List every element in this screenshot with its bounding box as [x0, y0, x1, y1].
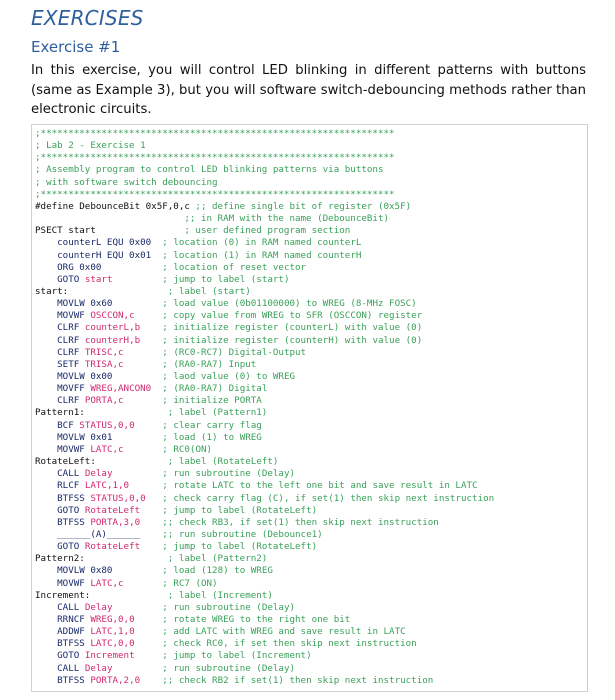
- code-comment: ; jump to label (RotateLeft): [140, 541, 318, 553]
- code-label: Pattern1:: [35, 407, 85, 419]
- code-label: [35, 237, 57, 248]
- code-line: ;****************************************************************: [35, 128, 395, 139]
- code-line: [35, 614, 350, 626]
- code-line: [35, 286, 251, 298]
- code-comment: ; add LATC with WREG and save result in LATC: [134, 626, 406, 638]
- code-instruction: GOTO: [57, 273, 85, 285]
- code-line: [35, 638, 417, 650]
- code-label: [35, 517, 57, 528]
- code-comment: ;; run subroutine (Debounce1): [140, 528, 323, 540]
- code-operands: PORTA,3,0: [90, 516, 141, 528]
- code-operands: PORTA,c: [84, 395, 124, 407]
- code-label: [35, 663, 57, 674]
- code-comment: ; run subroutine (Delay): [112, 662, 296, 674]
- code-line: [35, 395, 262, 407]
- code-comment: ; load (1) to WREG: [112, 431, 262, 443]
- code-line: [35, 553, 267, 565]
- code-label: [35, 638, 57, 649]
- code-label: [35, 626, 57, 637]
- code-label: RotateLeft:: [35, 456, 96, 468]
- code-instruction: ORG 0x00: [57, 261, 102, 273]
- code-comment: ; run subroutine (Delay): [112, 468, 296, 480]
- code-instruction: BTFSS: [57, 638, 91, 650]
- code-line: [35, 310, 422, 322]
- code-line: ; Lab 2 - Exercise 1: [35, 140, 146, 152]
- code-comment: ; initialize PORTA: [123, 395, 262, 407]
- code-comment: ;; define single bit of register (0x5F): [189, 200, 412, 212]
- code-instruction: GOTO: [57, 650, 85, 662]
- code-comment: ; (RA0-RA7) Input: [123, 358, 257, 370]
- code-instruction: CALL: [57, 662, 85, 674]
- code-operands: counterL,b: [84, 322, 141, 334]
- code-operands: counterH,b: [84, 334, 141, 346]
- code-label: [35, 322, 57, 333]
- code-line: [35, 663, 295, 675]
- code-instruction: CLRF: [57, 334, 85, 346]
- code-operands: LATC,1,0: [90, 626, 135, 638]
- code-comment: ; label (Pattern2): [84, 553, 268, 565]
- code-operands: LATC,c: [90, 443, 124, 455]
- code-comment: ; label (Increment): [90, 589, 273, 601]
- code-line: ; Assembly program to control LED blinking patterns via buttons: [35, 164, 384, 176]
- code-instruction: MOVLW 0x00: [57, 371, 113, 382]
- code-line: [35, 274, 290, 286]
- code-line: ;****************************************************************: [35, 152, 395, 164]
- code-comment: ; (RA0-RA7) Digital: [151, 383, 268, 395]
- code-instruction: MOVFF: [57, 383, 91, 395]
- code-instruction: ADDWF: [57, 626, 91, 638]
- code-operands: STATUS,0,0: [90, 492, 146, 504]
- code-comment: ; label (start): [68, 285, 251, 297]
- code-line: [35, 250, 361, 262]
- code-operands: Delay: [84, 468, 113, 480]
- code-label: [35, 541, 57, 552]
- code-comment: ;; in RAM with the name (DebounceBit): [184, 213, 390, 225]
- code-comment: ; clear carry flag: [134, 419, 262, 431]
- code-operands: TRISC,c: [84, 346, 124, 358]
- code-label: [35, 529, 57, 540]
- code-operands: LATC,c: [90, 577, 124, 589]
- code-comment: ; RC0(ON): [123, 443, 213, 455]
- code-instruction: MOVWF: [57, 577, 91, 589]
- code-listing: [31, 124, 588, 692]
- code-comment: ; load value (0b01100000) to WREG (8-MHz FOSC): [112, 298, 417, 310]
- code-comment: ; RC7 (ON): [123, 577, 218, 589]
- code-line: [35, 371, 295, 383]
- code-label: [35, 347, 57, 358]
- code-operands: LATC,0,0: [90, 638, 135, 650]
- code-comment: ; check RC0, if set then skip next instruction: [134, 638, 417, 650]
- code-line: [35, 590, 273, 602]
- code-label: [35, 444, 57, 455]
- code-label: [35, 274, 57, 285]
- code-operands: STATUS,0,0: [79, 419, 135, 431]
- code-label: [35, 395, 57, 406]
- code-label: [35, 614, 57, 625]
- code-label: [35, 578, 57, 589]
- code-line: [35, 493, 494, 505]
- code-comment: ; rotate LATC to the left one bit and save result in LATC: [129, 480, 478, 492]
- code-operands: WREG,ANCON0: [90, 383, 152, 395]
- code-operands: Increment: [84, 650, 135, 662]
- code-label: [35, 675, 57, 686]
- code-line: [35, 420, 262, 432]
- code-label: [35, 262, 57, 273]
- code-instruction: CALL: [57, 468, 85, 480]
- code-instruction: counterH EQU 0x01: [57, 249, 152, 261]
- code-line: [35, 444, 212, 456]
- code-label: [35, 480, 57, 491]
- code-line: [35, 650, 312, 662]
- code-line: [35, 529, 323, 541]
- code-instruction: BCF: [57, 419, 80, 431]
- code-instruction: counterL EQU 0x00: [57, 237, 152, 249]
- code-label: [35, 383, 57, 394]
- code-instruction: BTFSS: [57, 674, 91, 686]
- code-line: [35, 383, 267, 395]
- code-instruction: MOVLW 0x01: [57, 431, 113, 443]
- code-comment: ; copy value from WREG to SFR (OSCCON) register: [134, 310, 423, 322]
- code-line: [35, 505, 317, 517]
- code-instruction: MOVWF: [57, 310, 91, 322]
- code-label: PSECT start: [35, 225, 96, 237]
- code-line: [35, 565, 273, 577]
- code-line: [35, 602, 295, 614]
- code-instruction: RRNCF: [57, 614, 91, 625]
- code-instruction: SETF: [57, 358, 85, 370]
- code-operands: PORTA,2,0: [90, 674, 141, 686]
- code-label: [35, 432, 57, 443]
- code-label: [35, 298, 57, 309]
- code-instruction: BTFSS: [57, 516, 91, 528]
- code-comment: ;; check RB3, if set(1) then skip next instruction: [140, 516, 439, 528]
- code-label: [35, 310, 57, 321]
- code-operands: RotateLeft: [84, 504, 141, 516]
- code-label: [35, 213, 184, 224]
- exercise-description: In this exercise, you will control LED blinking in different patterns with buttons (same as Example 3), but you will software switch-debouncing methods rather than electronic circuits.: [31, 63, 586, 117]
- code-instruction: CLRF: [57, 346, 85, 358]
- code-line: [35, 480, 478, 492]
- code-line: [35, 347, 306, 359]
- code-line: [35, 335, 422, 347]
- code-comment: ; user defined program section: [95, 225, 351, 237]
- code-line: [35, 262, 306, 274]
- code-line: [35, 359, 256, 371]
- code-line: [35, 432, 262, 444]
- code-instruction: CLRF: [57, 322, 85, 334]
- code-operands: LATC,1,0: [84, 480, 130, 492]
- code-label: [35, 565, 57, 576]
- code-line: [35, 225, 350, 237]
- code-instruction: CLRF: [57, 395, 85, 407]
- code-operands: Delay: [84, 662, 113, 674]
- code-line: [35, 517, 439, 529]
- code-line: [35, 626, 406, 638]
- code-comment: ; initialize register (counterH) with value (0): [140, 334, 423, 346]
- code-instruction: GOTO: [57, 504, 85, 516]
- code-operands: RotateLeft: [84, 541, 141, 553]
- code-line: [35, 322, 422, 334]
- code-label: [35, 602, 57, 613]
- code-label: [35, 468, 57, 479]
- code-comment: ; jump to label (RotateLeft): [140, 504, 318, 516]
- code-instruction: BTFSS: [57, 492, 91, 504]
- code-line: [35, 468, 295, 480]
- code-line: [35, 201, 411, 213]
- code-comment: ; location (1) in RAM named counterH: [151, 249, 362, 261]
- code-comment: ; jump to label (start): [112, 273, 290, 285]
- exercise-heading: Exercise #1: [31, 38, 121, 56]
- code-instruction: RLCF: [57, 480, 85, 492]
- code-operands: start: [84, 273, 113, 285]
- code-label: [35, 505, 57, 516]
- code-label: [35, 335, 57, 346]
- code-comment: ; label (RotateLeft): [95, 456, 279, 468]
- code-comment: ; location (0) in RAM named counterL: [151, 237, 362, 249]
- code-comment: ;; check RB2 if set(1) then skip next instruction: [140, 674, 434, 686]
- code-comment: ; load (128) to WREG: [112, 565, 273, 577]
- code-label: [35, 359, 57, 370]
- code-line: [35, 237, 361, 249]
- code-instruction: MOVLW 0x80: [57, 565, 113, 577]
- code-comment: ; label (Pattern1): [84, 407, 268, 419]
- code-label: [35, 250, 57, 261]
- code-instruction: MOVLW 0x60: [57, 298, 113, 310]
- code-line: [35, 213, 389, 225]
- section-title: EXERCISES: [31, 6, 144, 30]
- code-operands: WREG,0,0: [90, 614, 135, 625]
- code-label: [35, 650, 57, 661]
- code-label: start:: [35, 285, 69, 297]
- code-instruction: CALL: [57, 601, 85, 613]
- code-comment: ; laod value (0) to WREG: [112, 371, 296, 382]
- code-instruction: ______(A)______: [57, 528, 141, 540]
- code-label: Pattern2:: [35, 553, 85, 565]
- code-comment: ; (RC0-RC7) Digital-Output: [123, 346, 307, 358]
- code-comment: ; check carry flag (C), if set(1) then skip next instruction: [145, 492, 495, 504]
- code-comment: ; run subroutine (Delay): [112, 601, 296, 613]
- code-instruction: MOVWF: [57, 443, 91, 455]
- code-line: ; with software switch debouncing: [35, 176, 218, 188]
- code-line: [35, 298, 417, 310]
- code-comment: ; rotate WREG to the right one bit: [134, 614, 351, 625]
- code-line: ;****************************************************************: [35, 188, 395, 200]
- code-line: [35, 456, 278, 468]
- code-operands: TRISA,c: [84, 358, 124, 370]
- code-operands: OSCCON,c: [90, 310, 135, 322]
- code-line: [35, 541, 317, 553]
- code-comment: ; initialize register (counterL) with value (0): [140, 322, 423, 334]
- code-operands: Delay: [84, 601, 113, 613]
- code-label: Increment:: [35, 589, 91, 601]
- code-label: [35, 493, 57, 504]
- code-line: [35, 578, 218, 590]
- code-label: #define DebounceBit 0x5F,0,c: [35, 200, 190, 212]
- code-line: [35, 675, 433, 687]
- code-line: [35, 407, 267, 419]
- code-instruction: GOTO: [57, 541, 85, 553]
- code-label: [35, 371, 57, 382]
- code-comment: ; jump to label (Increment): [134, 650, 312, 662]
- code-comment: ; location of reset vector: [101, 261, 307, 273]
- code-label: [35, 420, 57, 431]
